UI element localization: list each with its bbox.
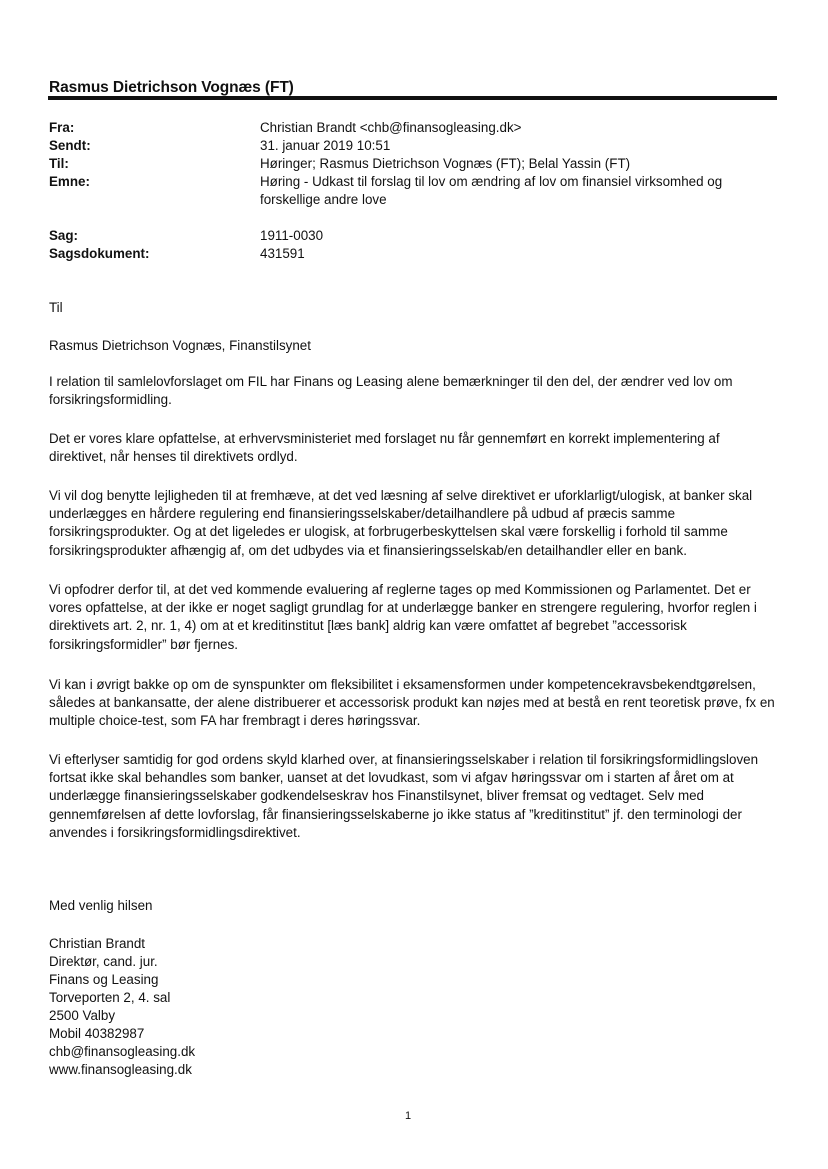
body-paragraph (49, 487, 779, 560)
case-document-label: Sagsdokument: (49, 246, 150, 261)
signature-website[interactable]: www.finansogleasing.dk (49, 1062, 192, 1077)
body-paragraph (49, 373, 779, 409)
mailbox-owner-name: Rasmus Dietrichson Vognæs (FT) (49, 79, 294, 96)
paragraph-text: Vi efterlyser samtidig for god ordens skyld klarhed over, at finansieringsselskaber i relation til forsikringsformidlingsloven fortsat ikke skal behandles som banker, uanset at det lovudkast, som vi afgav høringssvar om i starten af året om at underlægge finansieringsselskaber godkendelseskrav hos Finanstilsynet, bliver fremsat og vedtaget. Selv med gennemførelsen af dette lovforslag, får finansieringsselskaberne jo ikke status af ”kreditinstitut” jf. den terminologi der anvendes i forsikringsformidlingsdirektivet. (49, 752, 759, 840)
case-value: 1911-0030 (260, 228, 324, 243)
recipient-line: Rasmus Dietrichson Vognæs, Finanstilsynet (49, 338, 311, 353)
to-label: Til: (49, 156, 69, 171)
page-number: 1 (405, 1110, 412, 1122)
signature-street: Torveporten 2, 4. sal (49, 990, 171, 1005)
subject-label: Emne: (49, 174, 90, 189)
from-value: Christian Brandt <chb@finansogleasing.dk> (260, 120, 522, 135)
body-paragraph (49, 430, 779, 466)
case-document-value: 431591 (260, 246, 305, 261)
subject-value: Høring - Udkast til forslag til lov om ændring af lov om finansiel virksomhed og forskellige andre love (260, 174, 723, 207)
sent-value: 31. januar 2019 10:51 (260, 138, 391, 153)
paragraph-text: Vi vil dog benytte lejligheden til at fremhæve, at det ved læsning af selve direktivet er uforklarligt/ulogisk, at banker skal underlægges en hårdere regulering end finansieringsselskaber/detailhandlere på udbud af præcis samme forsikringsprodukter. Og at det ligeledes er ulogisk, at forbrugerbeskyttelsen skal være forskellig i forhold til samme forsikringsprodukter afhængig af, om det udbydes via et finansieringsselskab/en detailhandler eller en bank. (49, 488, 753, 558)
signature-phone: Mobil 40382987 (49, 1026, 145, 1041)
case-label: Sag: (49, 228, 79, 243)
closing-greeting: Med venlig hilsen (49, 898, 153, 913)
paragraph-text: Det er vores klare opfattelse, at erhvervsministeriet med forslaget nu får gennemført en korrekt implementering af direktivet, når henses til direktivets ordlyd. (49, 431, 720, 465)
paragraph-text: I relation til samlelovforslaget om FIL har Finans og Leasing alene bemærkninger til den del, der ændrer ved lov om forsikringsformidling. (49, 374, 733, 408)
body-paragraph (49, 676, 779, 731)
header-divider (48, 96, 777, 100)
signature-email[interactable]: chb@finansogleasing.dk (49, 1044, 196, 1059)
salutation: Til (49, 300, 63, 315)
paragraph-text: Vi kan i øvrigt bakke op om de synspunkter om fleksibilitet i eksamensformen under kompetencekravsbekendtgørelsen, således at bankansatte, der alene distribuerer et accessorisk produkt kan nøjes med at bestå en rent teoretisk prøve, fx en multiple choice-test, som FA har frembragt i deres høringssvar. (49, 677, 775, 729)
body-paragraph (49, 581, 779, 654)
signature-title: Direktør, cand. jur. (49, 954, 158, 969)
signature-company: Finans og Leasing (49, 972, 159, 987)
body-paragraph (49, 751, 779, 842)
sent-label: Sendt: (49, 138, 91, 153)
signature-name: Christian Brandt (49, 936, 146, 951)
signature-city: 2500 Valby (49, 1008, 116, 1023)
paragraph-text: Vi opfodrer derfor til, at det ved kommende evaluering af reglerne tages op med Kommissionen og Parlamentet. Det er vores opfattelse, at der ikke er noget sagligt grundlag for at underlægge banker en strengere regulering, hvorfor reglen i direktivets art. 2, nr. 1, 4) om at et kreditinstitut [læs bank] aldrig kan være omfattet af begrebet ”accessorisk forsikringsformidler” bør fjernes. (49, 582, 757, 652)
from-label: Fra: (49, 120, 75, 135)
to-value: Høringer; Rasmus Dietrichson Vognæs (FT); Belal Yassin (FT) (260, 156, 631, 171)
